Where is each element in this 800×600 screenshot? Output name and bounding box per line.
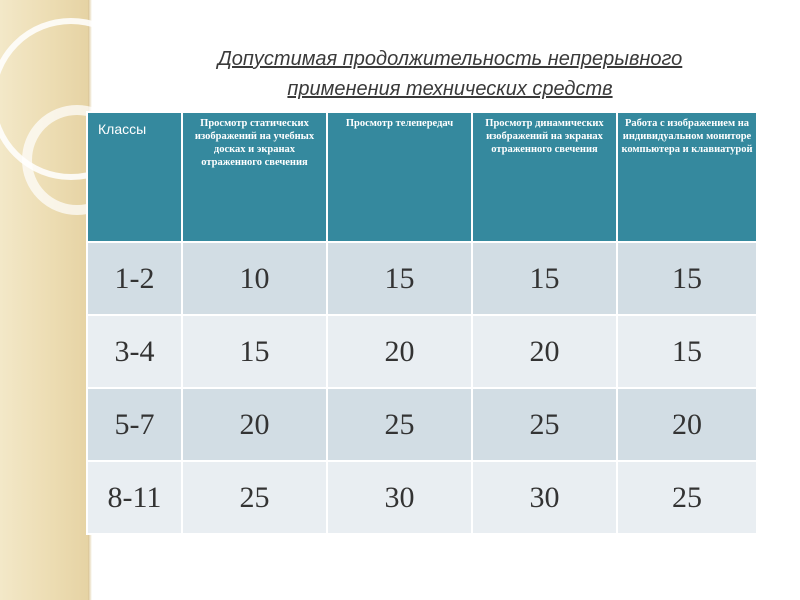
grade-cell: 3-4 xyxy=(87,315,182,388)
table-header-row xyxy=(87,112,757,242)
value-cell: 30 xyxy=(327,461,472,534)
value-cell: 15 xyxy=(472,242,617,315)
duration-table xyxy=(86,111,758,535)
grade-cell: 8-11 xyxy=(87,461,182,534)
value-cell: 15 xyxy=(327,242,472,315)
header-computer-work: Работа с изображением на индивидуальном мониторе компьютера и клавиатурой xyxy=(617,112,757,242)
value-cell: 20 xyxy=(182,388,327,461)
grade-cell: 1-2 xyxy=(87,242,182,315)
value-cell: 25 xyxy=(617,461,757,534)
value-cell: 25 xyxy=(182,461,327,534)
table-row xyxy=(87,242,757,315)
title-line-1: Допустимая продолжительность непрерывного xyxy=(217,48,683,70)
value-cell: 15 xyxy=(617,242,757,315)
table-row xyxy=(87,388,757,461)
header-classes: Классы xyxy=(87,112,182,242)
table-row xyxy=(87,315,757,388)
value-cell: 15 xyxy=(617,315,757,388)
table-row xyxy=(87,461,757,534)
grade-cell: 5-7 xyxy=(87,388,182,461)
value-cell: 30 xyxy=(472,461,617,534)
header-tv: Просмотр телепередач xyxy=(327,112,472,242)
value-cell: 20 xyxy=(617,388,757,461)
value-cell: 15 xyxy=(182,315,327,388)
slide-title xyxy=(150,44,750,104)
value-cell: 25 xyxy=(472,388,617,461)
header-dynamic-images: Просмотр динамических изображений на экранах отраженного свечения xyxy=(472,112,617,242)
title-line-2: применения технических средств xyxy=(287,78,613,100)
value-cell: 10 xyxy=(182,242,327,315)
value-cell: 20 xyxy=(327,315,472,388)
value-cell: 20 xyxy=(472,315,617,388)
value-cell: 25 xyxy=(327,388,472,461)
header-static-images: Просмотр статических изображений на учебных досках и экранах отраженного свечения xyxy=(182,112,327,242)
